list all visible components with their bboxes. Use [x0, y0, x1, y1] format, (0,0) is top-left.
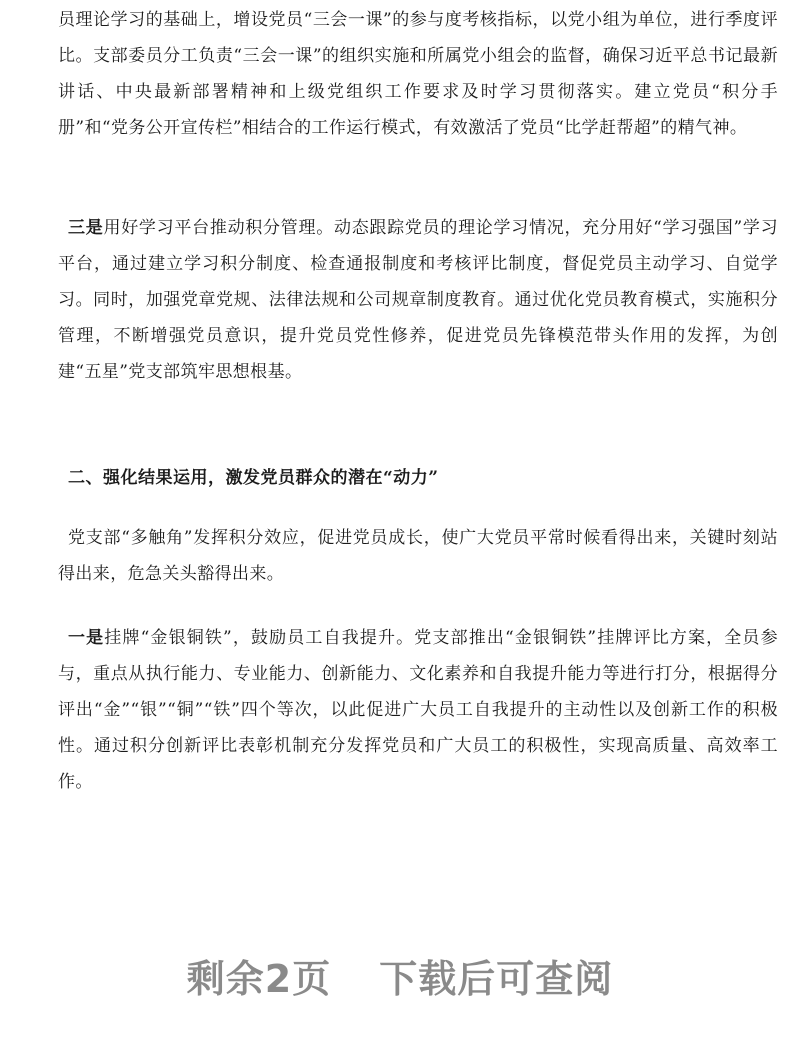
- paragraph-multi-touch: 党支部“多触角”发挥积分效应，促进党员成长，使广大党员平常时候看得出来，关键时刻站得出来，危急关头豁得出来。: [58, 528, 778, 584]
- paragraph-gold-silver: [58, 620, 778, 800]
- download-banner[interactable]: [0, 948, 800, 1003]
- paragraph-body: 挂牌“金银铜铁”，鼓励员工自我提升。党支部推出“金银铜铁”挂牌评比方案，全员参与，重点从执行能力、专业能力、创新能力、文化素养和自我提升能力等进行打分，根据得分评出“金”“银”“铜”“铁”四个等次，以此促进广大员工自我提升的主动性以及创新工作的积极性。通过积分创新评比表彰机制充分发挥党员和广大员工的积极性，实现高质量、高效率工作。: [58, 628, 778, 792]
- paragraph-appraisal: 员理论学习的基础上，增设党员“三会一课”的参与度考核指标，以党小组为单位，进行季度评比。支部委员分工负责“三会一课”的组织实施和所属党小组会的监督，确保习近平总书记最新讲话、中央最新部署精神和上级党组织工作要求及时学习贯彻落实。建立党员“积分手册”和“党务公开宣传栏”相结合的工作运行模式，有效激活了党员“比学赶帮超”的精气神。: [58, 10, 778, 138]
- paragraph-lead: 一是: [68, 628, 105, 648]
- section-heading-2: 二、强化结果运用，激发党员群众的潜在“动力”: [68, 468, 439, 488]
- download-to-view-label: 下载后可查阅: [379, 957, 614, 1001]
- paragraph-body: 用好学习平台推动积分管理。动态跟踪党员的理论学习情况，充分用好“学习强国”学习平台，通过建立学习积分制度、检查通报制度和考核评比制度，督促党员主动学习、自觉学习。同时，加强党章党规、法律法规和公司规章制度教育。通过优化党员教育模式，实施积分管理，不断增强党员意识，提升党员党性修养，促进党员先锋模范带头作用的发挥，为创建“五星”党支部筑牢思想根基。: [58, 218, 778, 382]
- paragraph-learning-platform: [58, 210, 778, 390]
- remaining-pages-label: 剩余2页: [186, 957, 332, 1001]
- paragraph-lead: 三是: [68, 218, 104, 238]
